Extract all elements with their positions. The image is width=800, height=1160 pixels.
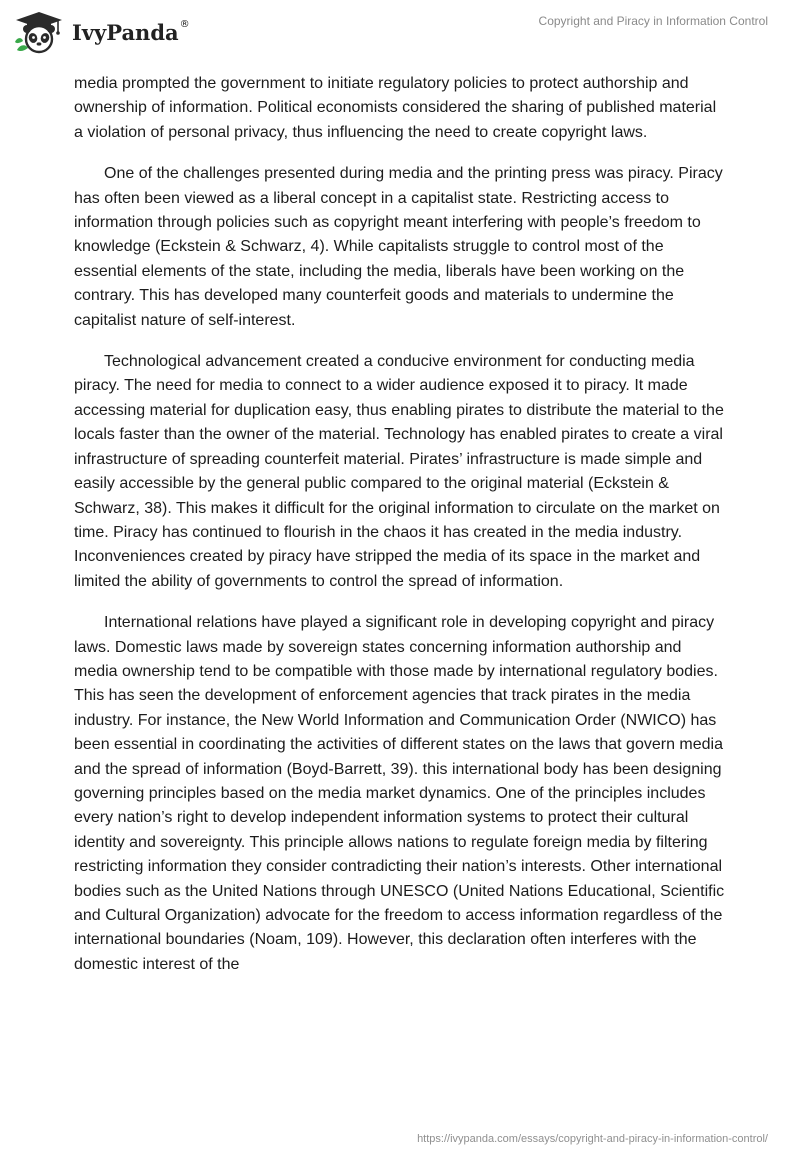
page-header [0,0,800,64]
logo-text: IvyPanda [72,19,179,45]
paragraph: International relations have played a significant role in developing copyright and piracy laws. Domestic laws made by sovereign states concerning information authorship and media ownership tend to be compatible with those made by international regulatory bodies. This has seen the development of enforcement agencies that track pirates in the media industry. For instance, the New World Information and Communication Order (NWICO) has been essential in coordinating the activities of different states on the laws that govern media and the spread of information (Boyd-Barrett, 39). this international body has been designing governing principles based on the media market dynamics. One of the principles includes every nation’s right to develop independent information systems to protect their cultural identity and sovereignty. This principle allows nations to regulate foreign media by filtering restricting information they consider contradicting their nation’s interests. Other international bodies such as the United Nations through UNESCO (United Nations Educational, Scientific and Cultural Organization) advocate for the freedom to access information regardless of the international boundaries (Noam, 109). However, this declaration often interferes with the domestic interest of the [74,614,725,973]
panda-graduation-cap-icon [14,10,64,56]
ivypanda-logo[interactable] [14,8,190,58]
paragraph: media prompted the government to initiate regulatory policies to protect authorship and ownership of information. Political economists considered the sharing of published material a violation of personal privacy, thus influencing the need to create copyright laws. [74,75,717,141]
paragraph: One of the challenges presented during media and the printing press was piracy. Piracy has often been viewed as a liberal concept in a capitalist state. Restricting access to information through policies such as copyright meant interfering with people’s freedom to knowledge (Eckstein & Schwarz, 4). While capitalists struggle to control most of the essential elements of the state, including the media, liberals have been working on the contrary. This has developed many counterfeit goods and materials to undermine the capitalist nature of self-interest. [74,165,723,329]
source-url[interactable]: https://ivypanda.com/essays/copyright-and-piracy-in-information-control/ [417,1133,768,1145]
document-title: Copyright and Piracy in Information Control [538,14,768,28]
registered-mark: ® [179,18,190,30]
essay-body [74,72,726,994]
paragraph: Technological advancement created a conducive environment for conducting media piracy. The need for media to connect to a wider audience exposed it to piracy. It made accessing material for duplication easy, thus enabling pirates to distribute the material to the locals faster than the owner of the material. Technology has enabled pirates to create a viral infrastructure of spreading counterfeit material. Pirates’ infrastructure is made simple and easily accessible by the general public compared to the original material (Eckstein & Schwarz, 38). This makes it difficult for the original information to circulate on the market on time. Piracy has continued to flourish in the chaos it has created in the media industry. Inconveniences created by piracy have stripped the media of its space in the market and limited the ability of governments to control the spread of information. [74,353,724,590]
